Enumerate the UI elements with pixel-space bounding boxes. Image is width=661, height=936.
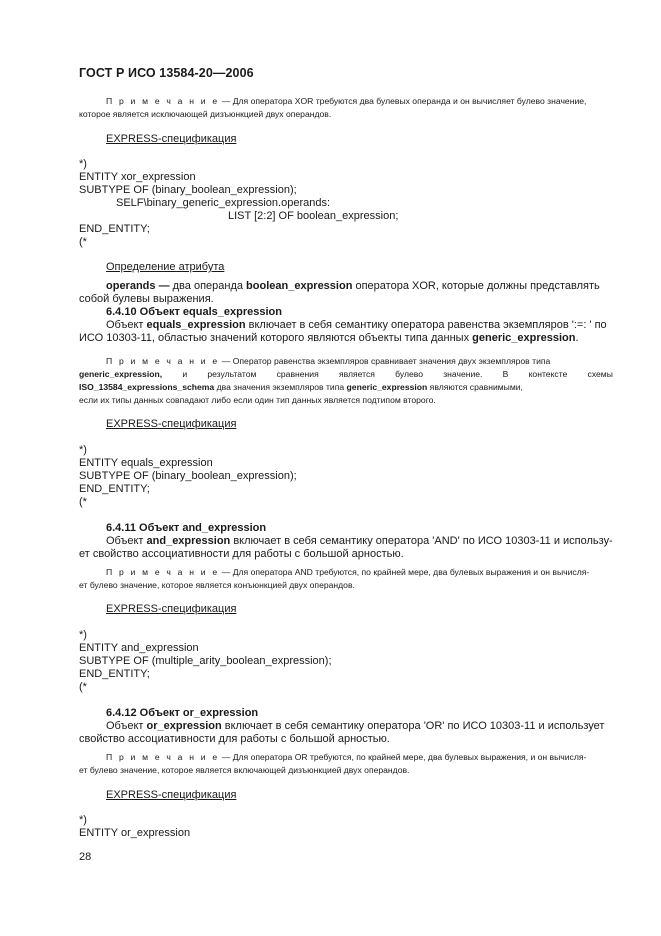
document-header: ГОСТ Р ИСО 13584-20—2006	[79, 66, 254, 80]
term: boolean_expression	[246, 280, 353, 292]
code-line: LIST [2:2] OF boolean_expression;	[228, 210, 399, 222]
note-xor-line2: которое является исключающей дизъюнкцией двух операндов.	[79, 109, 332, 119]
word: является	[338, 369, 375, 379]
word: контексте	[528, 369, 568, 379]
text: являются сравнимыми,	[427, 382, 523, 392]
paragraph	[106, 535, 613, 548]
express-spec-heading: EXPRESS-спецификация	[106, 133, 237, 145]
operands-definition-line2: собой булевы выражения.	[79, 293, 214, 305]
page-number: 28	[79, 851, 92, 863]
section-heading-6-4-12: 6.4.12 Объект or_expression	[106, 707, 259, 719]
code-line: SELF\binary_generic_expression.operands:	[116, 197, 331, 209]
code-line: *)	[79, 629, 87, 641]
code-line: *)	[79, 444, 87, 456]
paragraph-line2	[79, 332, 579, 345]
text: два значения экземпляров типа	[214, 382, 347, 392]
note-text: — Оператор равенства экземпляров сравнивает значения двух экземпляров типа	[219, 356, 551, 366]
note-label: П р и м е ч а н и е	[106, 752, 220, 762]
note-label: П р и м е ч а н и е	[106, 96, 220, 106]
term: equals_expression	[146, 319, 246, 331]
paragraph-line2: ет свойство ассоциативности для работы с большой арностью.	[79, 548, 404, 560]
text: .	[575, 332, 579, 344]
note-text: — Для оператора OR требуются, по крайней мере, два булевых выражения, и он вычисля-	[219, 752, 587, 762]
code-line: *)	[79, 158, 87, 170]
note-or	[106, 751, 586, 764]
note-label: П р и м е ч а н и е	[106, 567, 220, 577]
note-equals	[106, 355, 550, 368]
text: включает в себя семантику оператора 'AND' по ИСО 10303-11 и использу-	[230, 535, 613, 547]
note-or-line2: ет булево значение, которое является включающей дизъюнкцией двух операндов.	[79, 765, 410, 775]
text: включает в себя семантику оператора 'OR' по ИСО 10303-11 и использует	[221, 720, 605, 732]
code-line: SUBTYPE OF (binary_boolean_expression);	[79, 184, 297, 196]
word: значение.	[443, 369, 483, 379]
term: ISO_13584_expressions_schema	[79, 382, 215, 392]
code-line: ENTITY xor_expression	[79, 171, 196, 183]
code-line: SUBTYPE OF (multiple_arity_boolean_expression);	[79, 655, 332, 667]
code-line: ENTITY equals_expression	[79, 457, 213, 469]
code-line: SUBTYPE OF (binary_boolean_expression);	[79, 470, 297, 482]
section-heading-6-4-10: 6.4.10 Объект equals_expression	[106, 306, 282, 318]
code-line: END_ENTITY;	[79, 668, 150, 680]
section-heading-6-4-11: 6.4.11 Объект and_expression	[106, 522, 267, 534]
note-xor	[106, 95, 586, 108]
express-spec-heading: EXPRESS-спецификация	[106, 789, 237, 801]
word: сравнения	[276, 369, 319, 379]
note-equals-line2	[79, 368, 613, 381]
text: оператора XOR, которые должны представлять	[352, 280, 600, 292]
word: В	[502, 369, 509, 379]
text: Объект	[106, 535, 147, 547]
word: результатом	[207, 369, 257, 379]
note-text: — Для оператора AND требуются, по крайней мере, два булевых выражения и он вычисля-	[219, 567, 590, 577]
word: и	[182, 369, 188, 379]
code-line: ENTITY or_expression	[79, 827, 191, 839]
note-text: — Для оператора XOR требуются два булевых операнда и он вычисляет булево значение,	[219, 96, 587, 106]
attribute-definition-heading: Определение атрибута	[106, 261, 225, 273]
term: generic_expression	[346, 382, 428, 392]
code-line: END_ENTITY;	[79, 223, 150, 235]
paragraph-line2: свойство ассоциативности для работы с большой арностью.	[79, 733, 390, 745]
text: два операнда	[169, 280, 247, 292]
paragraph	[106, 319, 607, 332]
note-label: П р и м е ч а н и е	[106, 356, 220, 366]
code-line: ENTITY and_expression	[79, 642, 199, 654]
text: ИСО 10303-11, областью значений которого являются объекты типа данных	[79, 332, 473, 344]
code-line: END_ENTITY;	[79, 483, 150, 495]
term: or_expression	[146, 720, 222, 732]
paragraph	[106, 720, 604, 733]
text: включает в себя семантику оператора равенства экземпляров ':=: ' по	[245, 319, 607, 331]
term: generic_expression,	[79, 369, 163, 379]
code-line: *)	[79, 814, 87, 826]
code-line: (*	[79, 236, 87, 248]
word: схемы	[587, 369, 613, 379]
text: Объект	[106, 720, 147, 732]
note-and-line2: ет булево значение, которое является конъюнкцией двух операндов.	[79, 580, 355, 590]
note-and	[106, 566, 589, 579]
note-equals-line4: если их типы данных совпадают либо если один тип данных является подтипом второго.	[79, 395, 436, 405]
code-line: (*	[79, 496, 87, 508]
code-line: (*	[79, 681, 87, 693]
term: operands —	[106, 280, 170, 292]
note-equals-line3	[79, 381, 523, 394]
term: and_expression	[146, 535, 231, 547]
term: generic_expression	[472, 332, 576, 344]
express-spec-heading: EXPRESS-спецификация	[106, 603, 237, 615]
word: булево	[395, 369, 424, 379]
express-spec-heading: EXPRESS-спецификация	[106, 418, 237, 430]
text: Объект	[106, 319, 147, 331]
operands-definition	[106, 280, 600, 293]
